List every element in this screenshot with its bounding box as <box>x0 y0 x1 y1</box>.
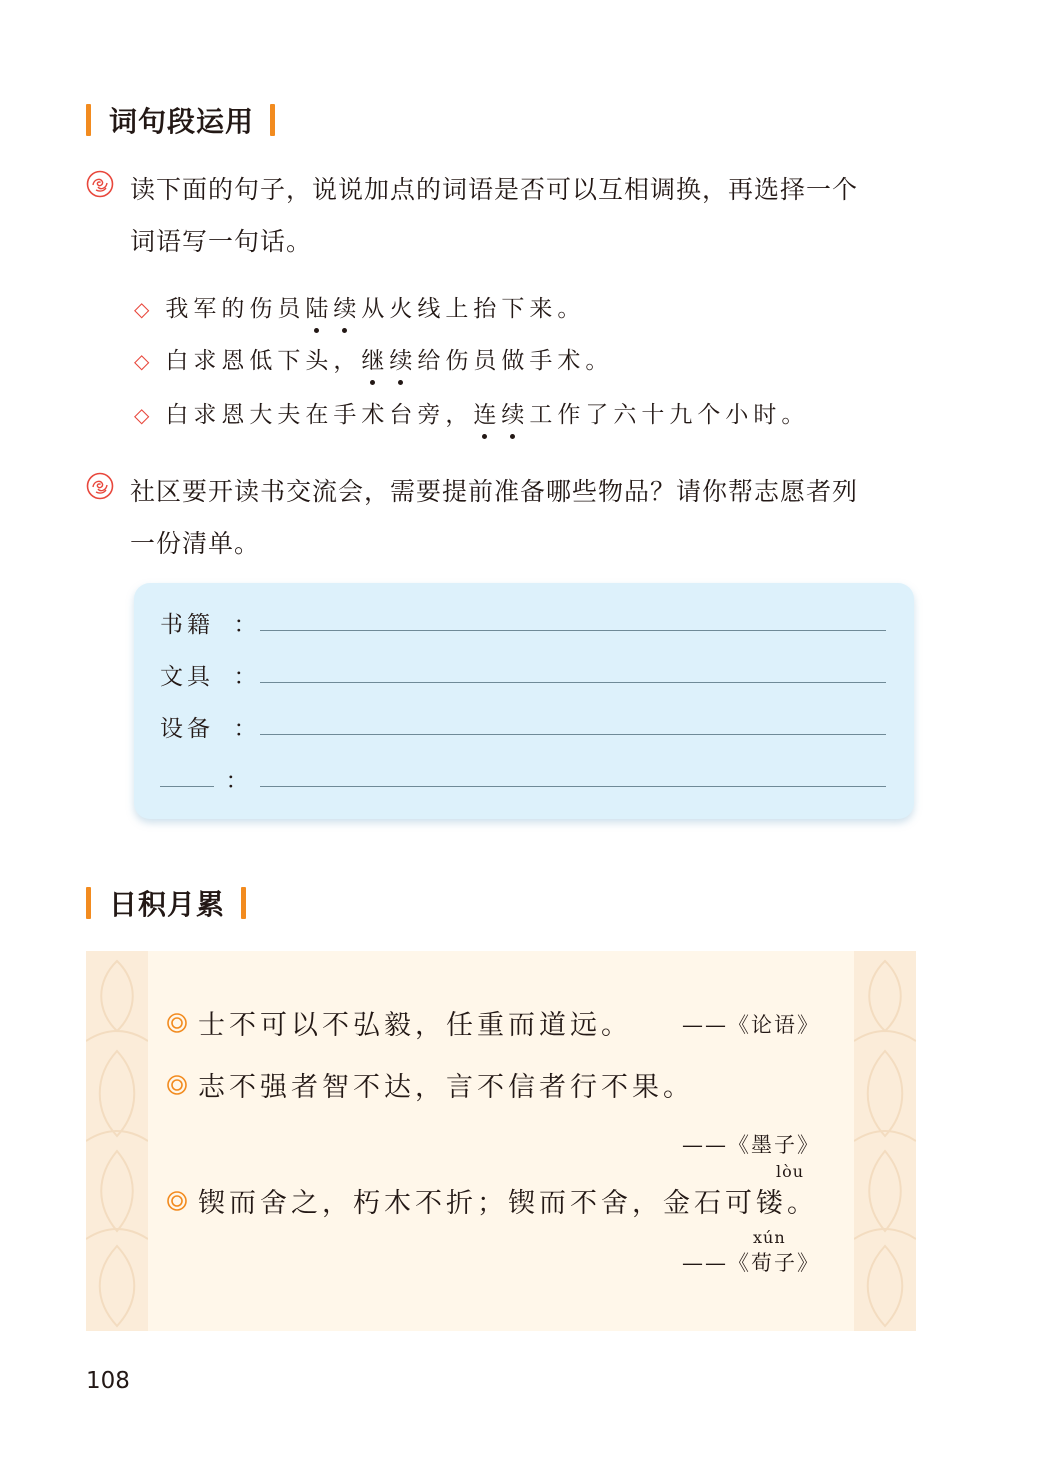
question-text-line: 一份清单。 <box>130 529 261 558</box>
double-circle-bullet-icon <box>166 1074 188 1096</box>
dotted-char: 继 <box>361 342 389 375</box>
checklist-label: 设备 <box>160 716 214 742</box>
checklist-row <box>160 703 886 743</box>
sentence-text: 我军的伤员 <box>165 296 306 322</box>
section-heading-2 <box>86 883 246 923</box>
section-heading-1 <box>86 100 275 140</box>
diamond-bullet: ◇ <box>134 297 150 321</box>
checklist-label: 书籍 <box>160 612 214 638</box>
question-2 <box>86 466 926 570</box>
answer-line[interactable] <box>260 681 886 683</box>
sentence-text: 给伤员做手术。 <box>417 348 614 374</box>
dotted-char: 连 <box>473 396 501 429</box>
diamond-bullet: ◇ <box>134 403 150 427</box>
quote-text: 士不可以不弘毅，任重而道远。 <box>198 1010 632 1041</box>
sentence-text: 白求恩大夫在手术台旁， <box>165 402 474 428</box>
dotted-char: 续 <box>333 290 361 323</box>
dotted-char: 续 <box>501 396 529 429</box>
checklist-row <box>160 651 886 691</box>
colon: ： <box>233 612 257 638</box>
colon: ： <box>225 768 249 794</box>
answer-line[interactable] <box>260 629 886 631</box>
answer-line[interactable] <box>260 733 886 735</box>
quote-source: ——《墨子》 <box>682 1133 820 1157</box>
quote-source: ——《荀子》 <box>682 1251 820 1275</box>
question-text-line: 词语写一句话。 <box>130 227 313 256</box>
pinyin-annotation: xún <box>753 1228 786 1247</box>
section-title: 日积月累 <box>109 888 226 921</box>
answer-line[interactable] <box>260 785 886 787</box>
heading-right-bar <box>241 887 246 919</box>
swirl-icon <box>86 472 114 500</box>
custom-label-blank[interactable] <box>160 785 214 787</box>
dotted-char: 陆 <box>305 290 333 323</box>
colon: ： <box>233 664 257 690</box>
double-circle-bullet-icon <box>166 1012 188 1034</box>
heading-right-bar <box>270 104 275 136</box>
sentence-text: 从火线上抬下来。 <box>361 296 586 322</box>
quote-text: 锲而舍之，朽木不折；锲而不舍，金石可镂。 <box>198 1188 818 1219</box>
quote-line <box>166 1181 818 1220</box>
double-circle-bullet-icon <box>166 1190 188 1212</box>
question-text-line: 社区要开读书交流会，需要提前准备哪些物品？请你帮志愿者列 <box>130 477 859 506</box>
example-sentence <box>134 396 809 429</box>
swirl-icon <box>86 170 114 198</box>
quotes-panel <box>86 951 916 1331</box>
question-text-line: 读下面的句子，说说加点的词语是否可以互相调换，再选择一个 <box>130 175 859 204</box>
checklist-row <box>160 599 886 639</box>
sentence-text: 白求恩低下头， <box>165 348 362 374</box>
ornament-border-left <box>86 951 148 1331</box>
section-title: 词句段运用 <box>109 105 255 138</box>
checklist-row <box>160 755 886 795</box>
example-sentence <box>134 290 585 323</box>
page-number: 108 <box>86 1368 130 1394</box>
example-sentence <box>134 342 613 375</box>
question-1 <box>86 164 926 268</box>
sentence-text: 工作了六十九个小时。 <box>529 402 810 428</box>
colon: ： <box>233 716 257 742</box>
heading-left-bar <box>86 887 91 919</box>
diamond-bullet: ◇ <box>134 349 150 373</box>
checklist-box <box>134 583 914 819</box>
ornament-border-right <box>854 951 916 1331</box>
quote-line <box>166 1065 694 1104</box>
quote-source: ——《论语》 <box>682 1013 820 1037</box>
heading-left-bar <box>86 104 91 136</box>
quote-line <box>166 1003 632 1042</box>
dotted-char: 续 <box>389 342 417 375</box>
checklist-label: 文具 <box>160 664 214 690</box>
quote-text: 志不强者智不达，言不信者行不果。 <box>198 1072 694 1103</box>
pinyin-annotation: lòu <box>776 1162 805 1181</box>
